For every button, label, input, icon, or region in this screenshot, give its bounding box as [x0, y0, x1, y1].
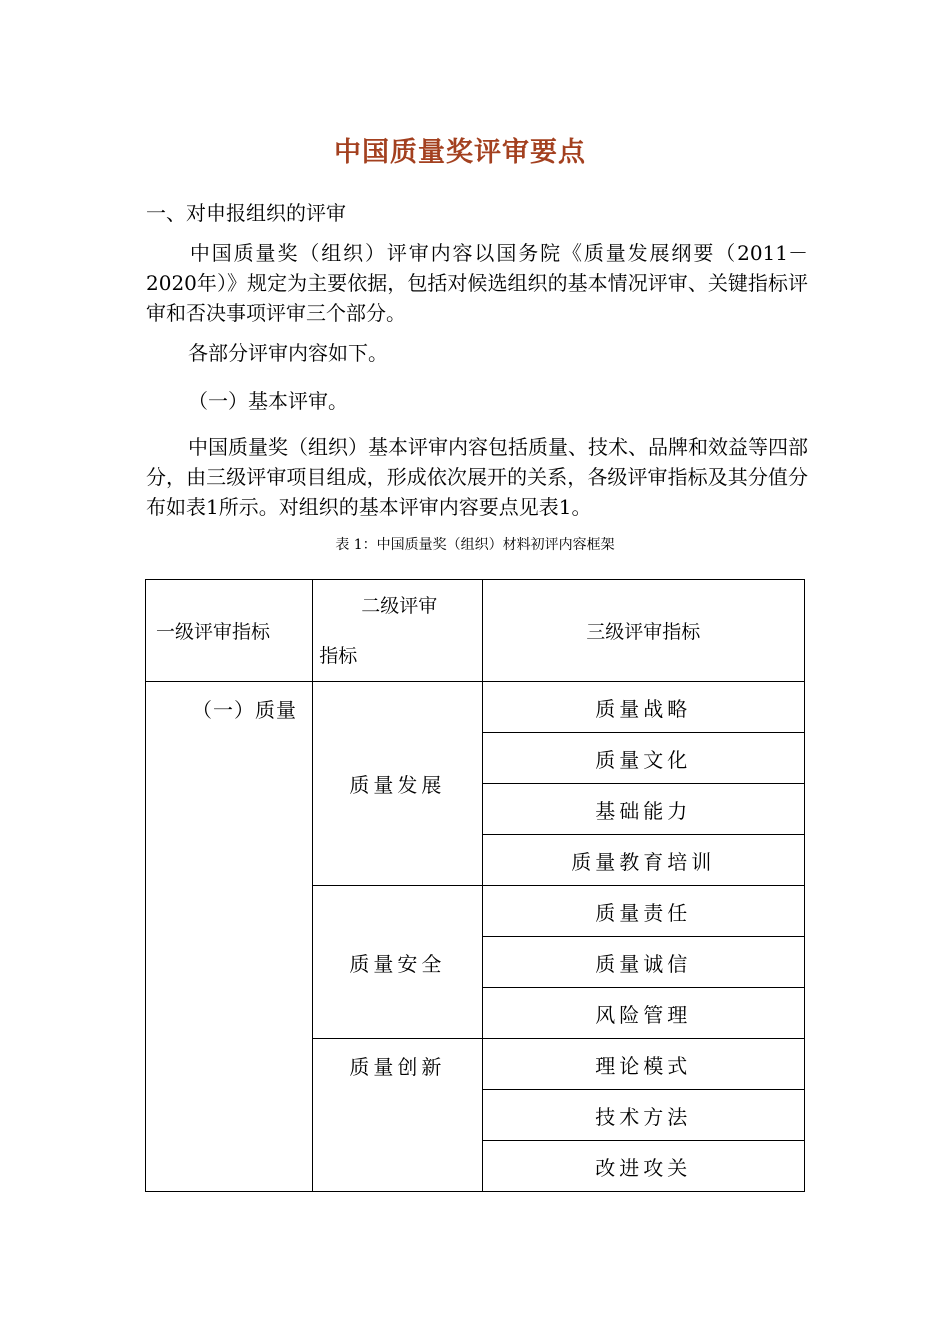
level3-cell: 改进攻关 — [482, 1141, 805, 1192]
header-level2-line1: 二级评审 — [361, 594, 438, 617]
subsection-heading-text: （一）基本评审。 — [188, 389, 348, 413]
level3-cell: 理论模式 — [482, 1039, 805, 1090]
level3-cell: 质量诚信 — [482, 937, 805, 988]
subsection-heading — [146, 386, 808, 416]
paragraph-parts — [146, 338, 808, 368]
level2-cell-safety: 质量安全 — [313, 886, 482, 1039]
level3-cell: 质量教育培训 — [482, 835, 805, 886]
level2-cell-development: 质量发展 — [313, 682, 482, 886]
level3-cell: 质量责任 — [482, 886, 805, 937]
table-row — [146, 682, 805, 733]
level3-cell: 质量战略 — [482, 682, 805, 733]
section-heading: 一、对申报组织的评审 — [146, 201, 346, 225]
level3-cell: 质量文化 — [482, 733, 805, 784]
paragraph-basic-review — [146, 432, 808, 522]
paragraph-parts-text: 各部分评审内容如下。 — [188, 341, 388, 365]
header-level3: 三级评审指标 — [482, 580, 805, 682]
header-level1: 一级评审指标 — [146, 580, 313, 682]
level2-cell-innovation: 质量创新 — [313, 1039, 482, 1192]
table-caption: 表 1：中国质量奖（组织）材料初评内容框架 — [335, 537, 615, 553]
table-header-row — [146, 580, 805, 682]
paragraph-intro-text: 中国质量奖（组织）评审内容以国务院《质量发展纲要（2011－2020年）》规定为主要依据，包括对候选组织的基本情况评审、关键指标评审和否决事项评审三个部分。 — [146, 241, 808, 325]
level1-cell: （一）质量 — [146, 682, 313, 1192]
paragraph-intro — [146, 238, 808, 328]
paragraph-basic-review-text: 中国质量奖（组织）基本评审内容包括质量、技术、品牌和效益等四部分，由三级评审项目组成，形成依次展开的关系，各级评审指标及其分值分布如表1所示。对组织的基本评审内容要点见表1。 — [146, 435, 808, 519]
level3-cell: 基础能力 — [482, 784, 805, 835]
header-level2 — [313, 580, 482, 682]
level3-cell: 技术方法 — [482, 1090, 805, 1141]
level3-cell: 风险管理 — [482, 988, 805, 1039]
review-framework-table — [145, 579, 805, 1192]
document-title: 中国质量奖评审要点 — [334, 137, 586, 168]
header-level2-line2: 指标 — [319, 644, 358, 667]
